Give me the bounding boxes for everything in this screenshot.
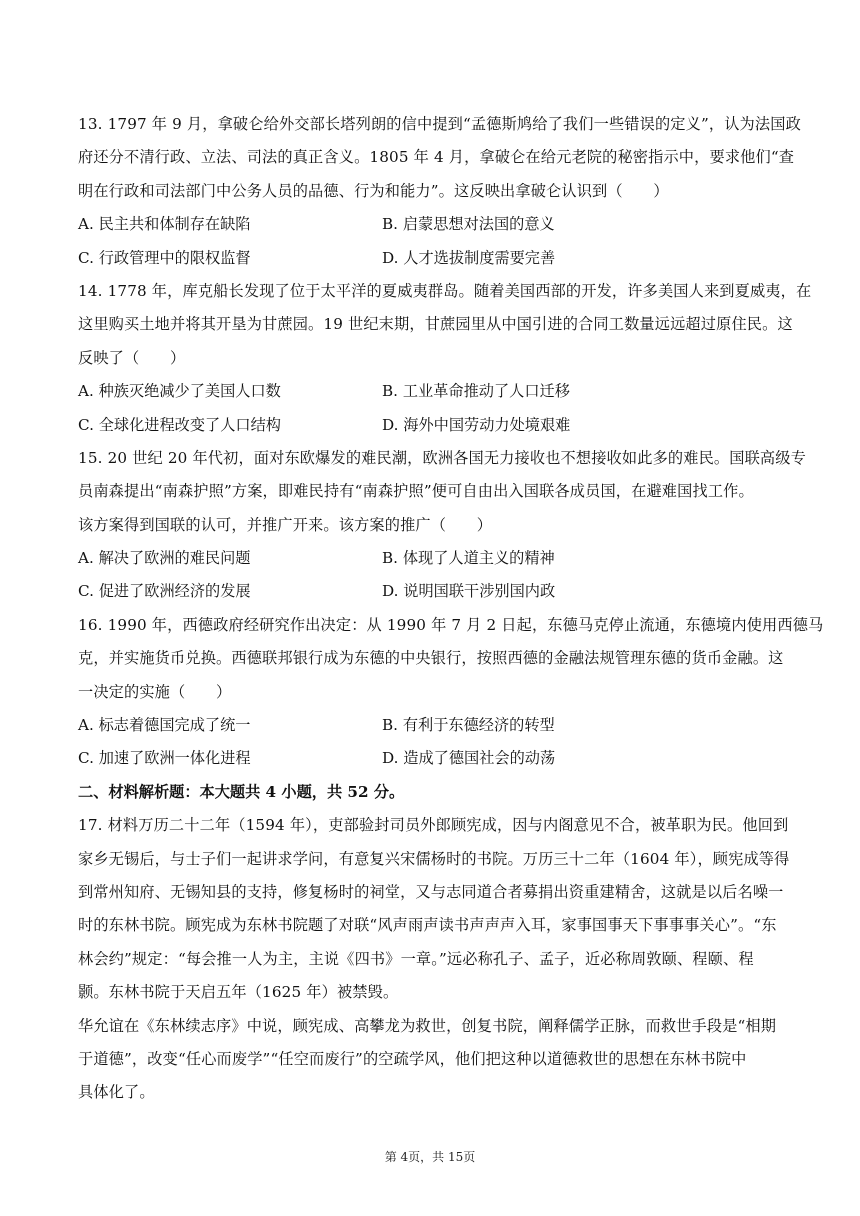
question-13-options-row-2 xyxy=(78,242,784,275)
question-14-options-row-1 xyxy=(78,375,784,408)
question-17-line-6: 颢。东林书院于天启五年（1625 年）被禁毁。 xyxy=(78,983,399,1002)
section-title: 二、材料解析题：本大题共 4 小题，共 52 分。 xyxy=(78,782,405,801)
question-14-line-3: 反映了（ ） xyxy=(78,348,186,367)
question-13-option-b[interactable]: B. 启蒙思想对法国的意义 xyxy=(382,215,555,234)
question-17-line-5: 林会约”规定：“每会推一人为主，主说《四书》一章。”远必称孔子、孟子，近必称周敦颐、程颐、程 xyxy=(78,949,754,968)
question-16-option-c[interactable]: C. 加速了欧洲一体化进程 xyxy=(78,749,251,768)
question-16-options-row-2 xyxy=(78,742,784,775)
question-17-line-8: 于道德”，改变“任心而废学”“任空而废行”的空疏学风，他们把这种以道德救世的思想在东林书院中 xyxy=(78,1049,747,1068)
question-16-option-b[interactable]: B. 有利于东德经济的转型 xyxy=(382,716,555,735)
question-16-option-d[interactable]: D. 造成了德国社会的动荡 xyxy=(382,749,556,768)
question-15 xyxy=(78,442,806,609)
question-17-line-3: 到常州知府、无锡知县的支持，修复杨时的祠堂，又与志同道合者募捐出资重建精舍，这就是以后名噪一 xyxy=(78,882,784,901)
question-14 xyxy=(78,275,812,442)
question-17-line-4: 时的东林书院。顾宪成为东林书院题了对联“风声雨声读书声声声入耳，家事国事天下事事事关心”。“东 xyxy=(78,916,777,935)
question-16-option-a[interactable]: A. 标志着德国完成了统一 xyxy=(78,716,251,735)
question-13-option-c[interactable]: C. 行政管理中的限权监督 xyxy=(78,248,251,267)
question-17-line-7: 华允谊在《东林续志序》中说，顾宪成、高攀龙为救世，创复书院，阐释儒学正脉，而救世手段是“相期 xyxy=(78,1016,777,1035)
question-14-option-a[interactable]: A. 种族灭绝减少了美国人口数 xyxy=(78,382,281,401)
question-13 xyxy=(78,108,801,275)
question-16-options-row-1 xyxy=(78,709,784,742)
question-13-option-a[interactable]: A. 民主共和体制存在缺陷 xyxy=(78,215,251,234)
question-15-option-c[interactable]: C. 促进了欧洲经济的发展 xyxy=(78,582,251,601)
question-16-line-3: 一决定的实施（ ） xyxy=(78,682,232,701)
question-16-line-2: 克，并实施货币兑换。西德联邦银行成为东德的中央银行，按照西德的金融法规管理东德的货币金融。这 xyxy=(78,649,784,668)
question-17-line-2: 家乡无锡后，与士子们一起讲求学问，有意复兴宋儒杨时的书院。万历三十二年（1604 年），顾宪成等得 xyxy=(78,849,790,868)
question-15-option-d[interactable]: D. 说明国联干涉别国内政 xyxy=(382,582,556,601)
question-13-line-1: 13. 1797 年 9 月，拿破仑给外交部长塔列朗的信中提到“孟德斯鸠给了我们一些错误的定义”，认为法国政 xyxy=(78,115,801,133)
question-15-option-b[interactable]: B. 体现了人道主义的精神 xyxy=(382,549,555,568)
question-15-line-3: 该方案得到国联的认可，并推广开来。该方案的推广（ ） xyxy=(78,515,493,534)
question-15-line-1: 15. 20 世纪 20 年代初，面对东欧爆发的难民潮，欧洲各国无力接收也不想接收如此多的难民。国联高级专 xyxy=(78,448,806,467)
question-15-options-row-2 xyxy=(78,575,784,608)
question-17 xyxy=(78,809,790,1110)
question-15-options-row-1 xyxy=(78,542,784,575)
question-15-option-a[interactable]: A. 解决了欧洲的难民问题 xyxy=(78,549,251,568)
question-14-line-1: 14. 1778 年，库克船长发现了位于太平洋的夏威夷群岛。随着美国西部的开发，许多美国人来到夏威夷，在 xyxy=(78,281,812,300)
question-14-option-c[interactable]: C. 全球化进程改变了人口结构 xyxy=(78,415,281,434)
question-13-line-3: 明在行政和司法部门中公务人员的品德、行为和能力”。这反映出拿破仑认识到（ ） xyxy=(78,181,669,200)
question-14-options-row-2 xyxy=(78,409,784,442)
question-13-options-row-1 xyxy=(78,208,784,241)
question-16 xyxy=(78,609,824,776)
question-17-line-9: 具体化了。 xyxy=(78,1083,155,1102)
question-15-line-2: 员南森提出“南森护照”方案，即难民持有“南森护照”便可自由出入国联各成员国，在避难国找工作。 xyxy=(78,482,754,501)
question-17-line-1: 17. 材料万历二十二年（1594 年），吏部验封司员外郎顾宪成，因与内阁意见不合，被革职为民。他回到 xyxy=(78,816,789,835)
page-number-footer: 第 4页，共 15页 xyxy=(384,1150,476,1164)
question-16-line-1: 16. 1990 年，西德政府经研究作出决定：从 1990 年 7 月 2 日起，东德马克停止流通，东德境内使用西德马 xyxy=(78,615,824,634)
question-13-line-2: 府还分不清行政、立法、司法的真正含义。1805 年 4 月，拿破仑在给元老院的秘密指示中，要求他们“查 xyxy=(78,148,795,167)
question-14-option-d[interactable]: D. 海外中国劳动力处境艰难 xyxy=(382,415,571,434)
question-14-option-b[interactable]: B. 工业革命推动了人口迁移 xyxy=(382,382,570,401)
question-13-option-d[interactable]: D. 人才选拔制度需要完善 xyxy=(382,248,556,267)
page-content xyxy=(78,108,824,1110)
question-14-line-2: 这里购买土地并将其开垦为甘蔗园。19 世纪末期，甘蔗园里从中国引进的合同工数量远远超过原住民。这 xyxy=(78,315,793,334)
